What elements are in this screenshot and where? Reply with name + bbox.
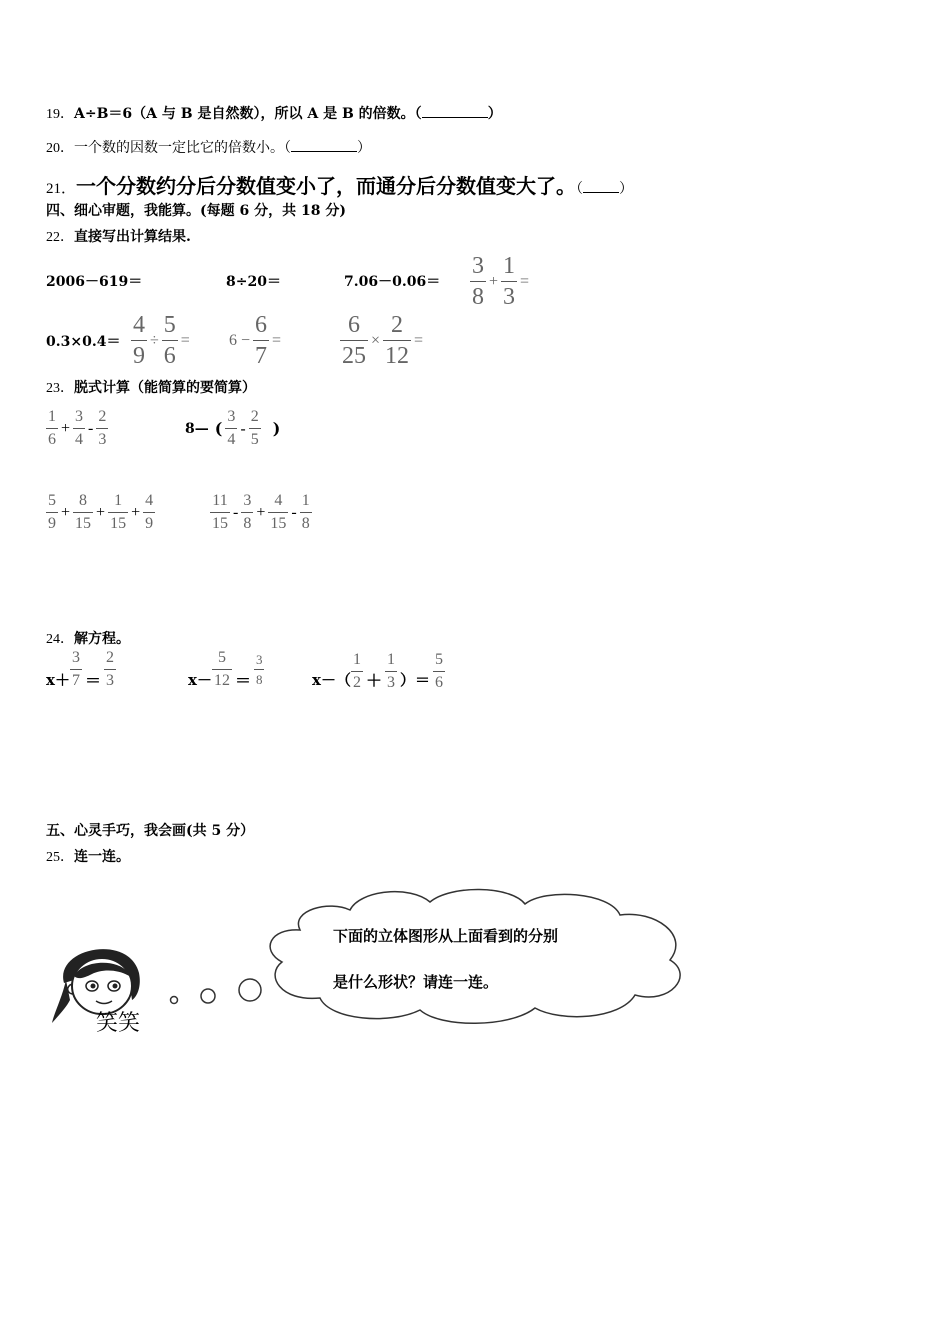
calc-0-3-times-0-4: 0.3×0.4＝	[46, 334, 121, 350]
bracket-close: ）	[357, 140, 371, 156]
question-number: 23．	[46, 381, 74, 396]
thought-bubbles-icon	[160, 970, 270, 1020]
fraction: $\frac{5}{6}$	[163, 312, 176, 369]
fraction: $\frac{2}{3}$	[98, 408, 107, 448]
answer-blank[interactable]	[583, 180, 619, 193]
expression-1: $\frac{1}{6}$ + $\frac{3}{4}$ - $\frac{2}{3}$	[48, 408, 107, 448]
fraction: $\frac{3}{4}$	[75, 408, 84, 448]
expression-2: 8— ( $\frac{3}{4}$ - $\frac{2}{5}$ )	[185, 408, 281, 448]
fraction: $\frac{5}{6}$	[434, 651, 443, 691]
cloud-speech-icon	[260, 880, 700, 1030]
question-title: 连一连。	[74, 849, 130, 865]
question-text: 一个分数约分后分数值变小了，而通分后分数值变大了。	[76, 174, 577, 198]
fraction: $\frac{2}{3}$	[105, 649, 114, 689]
question-23	[46, 377, 256, 397]
question-title: 直接写出计算结果.	[74, 229, 191, 245]
section-heading-5: 五、心灵手巧，我会画(共 5 分）	[46, 823, 255, 839]
question-22	[46, 226, 191, 246]
bracket-close: ）	[619, 181, 634, 197]
fraction: $\frac{4}{15}$	[270, 492, 287, 532]
question-number: 22．	[46, 230, 74, 245]
fraction: $\frac{11}{15}$	[212, 492, 228, 532]
question-24	[46, 628, 130, 648]
equation-2: x－ $\frac{5}{12}$ ＝ $\frac{3}{8}$	[188, 649, 263, 690]
fraction: $\frac{8}{15}$	[75, 492, 92, 532]
fraction: $\frac{2}{5}$	[250, 408, 259, 448]
question-text: A÷B＝6（A 与 B 是自然数），所以 A 是 B 的倍数。（	[74, 106, 422, 122]
calc-6-25-times-2-12: $\frac{6}{25}$ × $\frac{2}{12}$ =	[342, 312, 424, 369]
fraction: $\frac{3}{8}$	[243, 492, 252, 532]
fraction: $\frac{5}{12}$	[213, 649, 230, 689]
question-title: 解方程。	[74, 631, 130, 647]
answer-blank[interactable]	[422, 105, 488, 118]
fraction: $\frac{2}{12}$	[385, 312, 410, 369]
question-number: 25．	[46, 850, 74, 865]
fraction: $\frac{3}{8}$	[472, 253, 484, 310]
calc-7-06-minus-0-06: 7.06－0.06＝	[344, 274, 441, 290]
calc-2006-619: 2006－619＝	[46, 274, 143, 290]
calc-8-div-20: 8÷20＝	[226, 274, 281, 290]
fraction: $\frac{4}{9}$	[145, 492, 154, 532]
expression-4: $\frac{11}{15}$ - $\frac{3}{8}$ + $\frac{4}{15}$ - $\frac{1}{8}$	[212, 492, 310, 532]
fraction: $\frac{3}{8}$	[255, 652, 263, 687]
equation-3: x－（ $\frac{1}{2}$ ＋ $\frac{1}{3}$ ）＝ $\frac{5}{6}$	[312, 651, 443, 691]
calc-6-minus-6-7: 6 − $\frac{6}{7}$ =	[229, 312, 282, 369]
fraction: $\frac{4}{9}$	[133, 312, 145, 369]
question-20	[46, 137, 371, 157]
fraction: $\frac{1}{8}$	[301, 492, 310, 532]
fraction: $\frac{6}{7}$	[255, 312, 268, 369]
answer-blank[interactable]	[291, 139, 357, 152]
question-text: 一个数的因数一定比它的倍数小。（	[74, 140, 291, 156]
fraction: $\frac{1}{3}$	[503, 253, 516, 310]
calc-3-8-plus-1-3: $\frac{3}{8}$ + $\frac{1}{3}$ =	[472, 253, 530, 310]
girl-name-label: 笑笑	[96, 1011, 141, 1036]
bracket-close: ）	[487, 106, 502, 122]
calc-4-9-div-5-6: $\frac{4}{9}$ ÷ $\frac{5}{6}$ =	[133, 312, 190, 369]
expression-3: $\frac{5}{9}$ + $\frac{8}{15}$ + $\frac{1}{15}$ + $\frac{4}{9}$	[48, 492, 154, 532]
question-number: 19．	[46, 107, 74, 122]
question-number: 24．	[46, 632, 74, 647]
fraction: $\frac{5}{9}$	[48, 492, 56, 532]
question-21	[46, 170, 633, 199]
question-number: 20．	[46, 141, 74, 156]
fraction: $\frac{1}{15}$	[110, 492, 127, 532]
fraction: $\frac{6}{25}$	[342, 312, 366, 369]
bracket-open: （	[576, 181, 584, 197]
equation-1: x＋ $\frac{3}{7}$ ＝ $\frac{2}{3}$	[46, 649, 114, 690]
fraction: $\frac{1}{2}$	[352, 651, 361, 691]
girl-illustration	[44, 928, 154, 1038]
question-number: 21．	[46, 181, 77, 197]
fraction: $\frac{1}{3}$	[386, 651, 395, 691]
question-25	[46, 846, 130, 866]
fraction: $\frac{3}{4}$	[227, 408, 236, 448]
fraction: $\frac{3}{7}$	[71, 649, 80, 689]
section-heading-4: 四、细心审题，我能算。(每题 6 分，共 18 分)	[46, 203, 346, 219]
cloud-line-2: 是什么形状？请连一连。	[333, 973, 499, 991]
question-19	[46, 103, 502, 123]
question-title: 脱式计算（能简算的要简算）	[74, 380, 256, 396]
fraction: $\frac{1}{6}$	[48, 408, 56, 448]
cloud-line-1: 下面的立体图形从上面看到的分别	[333, 927, 559, 945]
